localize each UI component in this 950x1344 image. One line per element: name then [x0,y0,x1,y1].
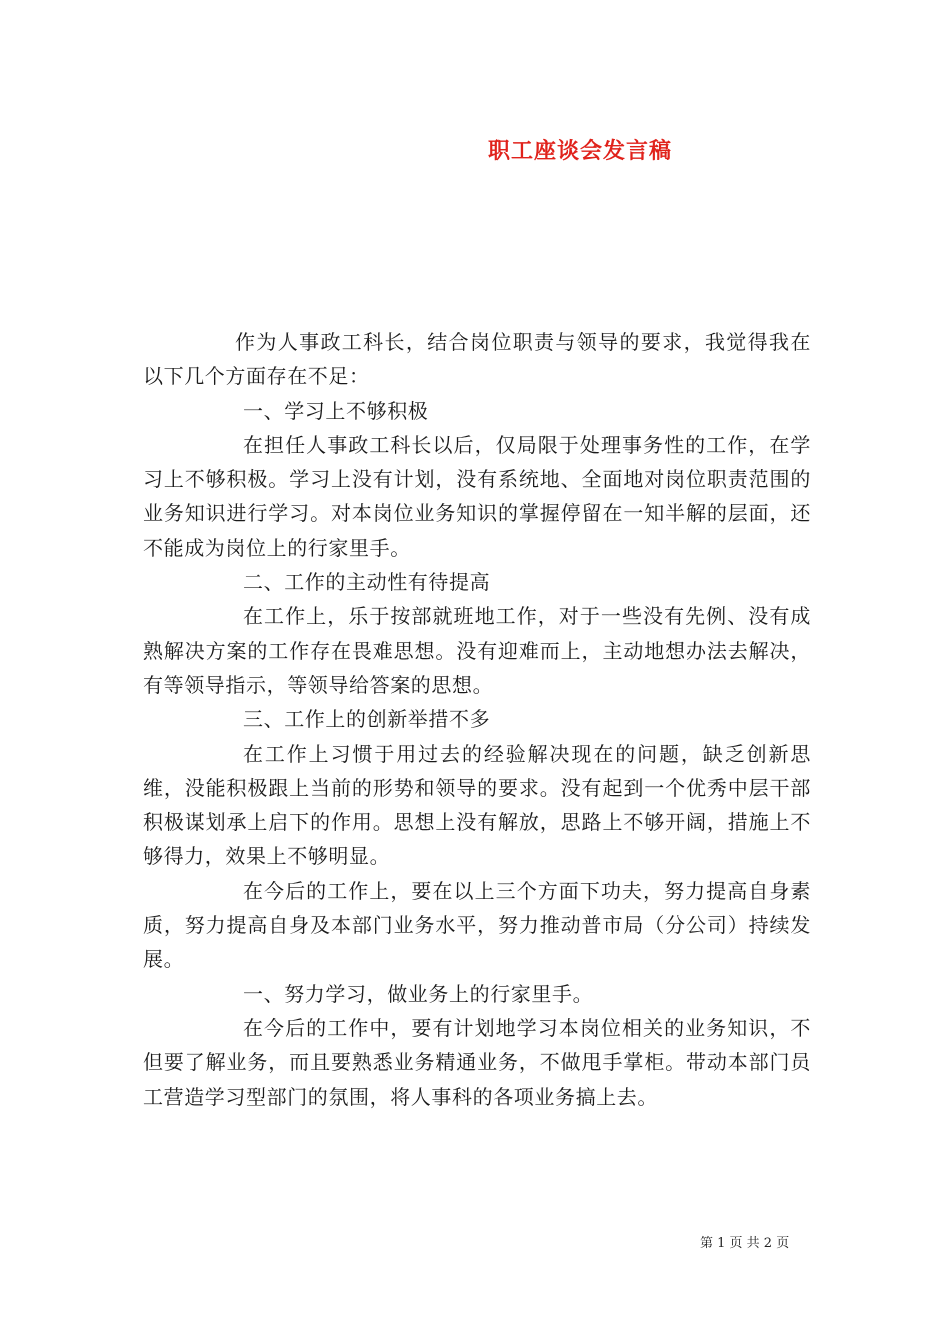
page-number: 第 1 页 共 2 页 [700,1236,790,1251]
section-paragraph-2: 在工作上，乐于按部就班地工作，对于一些没有先例、没有成熟解决方案的工作存在畏难思想。没有迎难而上，主动地想办法去解决，有等领导指示，等领导给答案的思想。 [143,604,811,697]
plan-heading-1: 一、努力学习，做业务上的行家里手。 [243,981,594,1006]
section-heading-1: 一、学习上不够积极 [243,398,429,423]
section-heading-3: 三、工作上的创新举措不多 [243,707,491,732]
section-paragraph-3: 在工作上习惯于用过去的经验解决现在的问题，缺乏创新思维，没能积极跟上当前的形势和领导的要求。没有起到一个优秀中层干部积极谋划承上启下的作用。思想上没有解放，思路上不够开阔，措施上不够得力，效果上不够明显。 [143,741,811,869]
intro-paragraph: 作为人事政工科长，结合岗位职责与领导的要求，我觉得我在以下几个方面存在不足： [143,330,811,389]
plan-paragraph-1: 在今后的工作中，要有计划地学习本岗位相关的业务知识，不但要了解业务，而且要熟悉业务精通业务，不做甩手掌柜。带动本部门员工营造学习型部门的氛围，将人事科的各项业务搞上去。 [143,1015,811,1109]
document-title: 职工座谈会发言稿 [488,138,673,164]
document-body [143,325,811,1114]
plan-paragraph: 在今后的工作上，要在以上三个方面下功夫，努力提高自身素质，努力提高自身及本部门业务水平，努力推动普市局（分公司）持续发展。 [143,878,811,972]
section-heading-2: 二、工作的主动性有待提高 [243,570,491,595]
section-paragraph-1: 在担任人事政工科长以后，仅局限于处理事务性的工作，在学习上不够积极。学习上没有计划，没有系统地、全面地对岗位职责范围的业务知识进行学习。对本岗位业务知识的掌握停留在一知半解的层面，还不能成为岗位上的行家里手。 [143,432,811,560]
